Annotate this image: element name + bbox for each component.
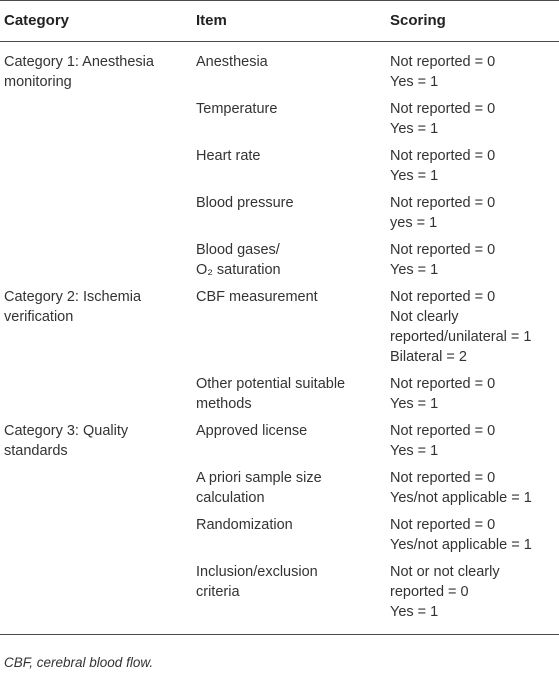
scoring-cell: [386, 515, 559, 562]
item-text: Blood gases/: [196, 242, 280, 258]
item-text: O₂ saturation: [196, 262, 281, 278]
scoring-text: Not or not clearly: [390, 564, 500, 580]
category-label: Category 3: Quality standards: [4, 423, 129, 459]
item-text: Randomization: [196, 517, 293, 533]
scoring-text: Not reported = 0: [390, 376, 496, 392]
table-row: [0, 515, 559, 562]
item-text: Anesthesia: [196, 54, 268, 70]
table-row: [0, 468, 559, 515]
table-header: [0, 1, 559, 42]
table-row: [0, 421, 559, 468]
scoring-cell: [386, 468, 559, 515]
table-row: [0, 99, 559, 146]
scoring-text: Yes = 1: [390, 168, 439, 184]
scoring-text: Not clearly: [390, 309, 459, 325]
scoring-cell: [386, 240, 559, 287]
item-text: Temperature: [196, 101, 278, 117]
item-text: CBF measurement: [196, 289, 318, 305]
item-cell: [192, 562, 386, 635]
item-cell: [192, 193, 386, 240]
scoring-text: Bilateral = 2: [390, 349, 467, 365]
item-text: Inclusion/exclusion: [196, 564, 318, 580]
category-cell: [0, 562, 192, 635]
scoring-text: Yes = 1: [390, 604, 439, 620]
header-row: [0, 1, 559, 42]
scoring-text: Yes = 1: [390, 443, 439, 459]
scoring-text: Not reported = 0: [390, 423, 496, 439]
category-cell: [0, 515, 192, 562]
category-cell: [0, 240, 192, 287]
item-text: Approved license: [196, 423, 308, 439]
item-text: criteria: [196, 584, 240, 600]
category-cell: [0, 146, 192, 193]
scoring-text: Not reported = 0: [390, 195, 496, 211]
item-text: methods: [196, 396, 252, 412]
scoring-text: reported/unilateral = 1: [390, 329, 532, 345]
scoring-text: Not reported = 0: [390, 289, 496, 305]
scoring-cell: [386, 287, 559, 374]
item-cell: [192, 42, 386, 100]
scoring-text: Yes = 1: [390, 74, 439, 90]
scoring-text: Yes = 1: [390, 121, 439, 137]
scoring-text: reported = 0: [390, 584, 469, 600]
item-text: A priori sample size: [196, 470, 322, 486]
item-cell: [192, 146, 386, 193]
scoring-text: Not reported = 0: [390, 101, 496, 117]
scoring-text: Yes/not applicable = 1: [390, 537, 532, 553]
item-text: Heart rate: [196, 148, 261, 164]
scoring-text: Not reported = 0: [390, 242, 496, 258]
scoring-cell: [386, 146, 559, 193]
item-cell: [192, 287, 386, 374]
scoring-cell: [386, 374, 559, 421]
scoring-cell: [386, 562, 559, 635]
scoring-text: yes = 1: [390, 215, 438, 231]
category-cell: [0, 193, 192, 240]
scoring-text: Not reported = 0: [390, 470, 496, 486]
item-cell: [192, 374, 386, 421]
header-scoring: Scoring: [386, 1, 559, 42]
scoring-text: Not reported = 0: [390, 148, 496, 164]
item-cell: [192, 468, 386, 515]
category-label: Category 2: Ischemia verification: [4, 289, 142, 325]
item-cell: [192, 240, 386, 287]
category-label: Category 1: Anesthesia monitoring: [4, 54, 154, 90]
category-cell: [0, 421, 192, 468]
scoring-cell: [386, 99, 559, 146]
scoring-text: Yes/not applicable = 1: [390, 490, 532, 506]
table-body: [0, 42, 559, 635]
table-row: [0, 42, 559, 100]
item-cell: [192, 421, 386, 468]
scoring-cell: [386, 193, 559, 240]
item-text: Other potential suitable: [196, 376, 346, 392]
category-cell: [0, 42, 192, 100]
scoring-text: Not reported = 0: [390, 517, 496, 533]
scoring-text: Not reported = 0: [390, 54, 496, 70]
table-row: [0, 240, 559, 287]
table-row: [0, 287, 559, 374]
category-cell: [0, 374, 192, 421]
category-cell: [0, 99, 192, 146]
scoring-text: Yes = 1: [390, 262, 439, 278]
scoring-cell: [386, 421, 559, 468]
item-cell: [192, 99, 386, 146]
table-row: [0, 193, 559, 240]
header-item: Item: [192, 1, 386, 42]
table-footnote: CBF, cerebral blood flow.: [4, 655, 154, 670]
table-row: [0, 146, 559, 193]
table-row: [0, 562, 559, 635]
table-row: [0, 374, 559, 421]
item-cell: [192, 515, 386, 562]
scoring-cell: [386, 42, 559, 100]
category-cell: [0, 287, 192, 374]
header-category: Category: [0, 1, 192, 42]
category-cell: [0, 468, 192, 515]
scoring-text: Yes = 1: [390, 396, 439, 412]
item-text: calculation: [196, 490, 265, 506]
item-text: Blood pressure: [196, 195, 294, 211]
